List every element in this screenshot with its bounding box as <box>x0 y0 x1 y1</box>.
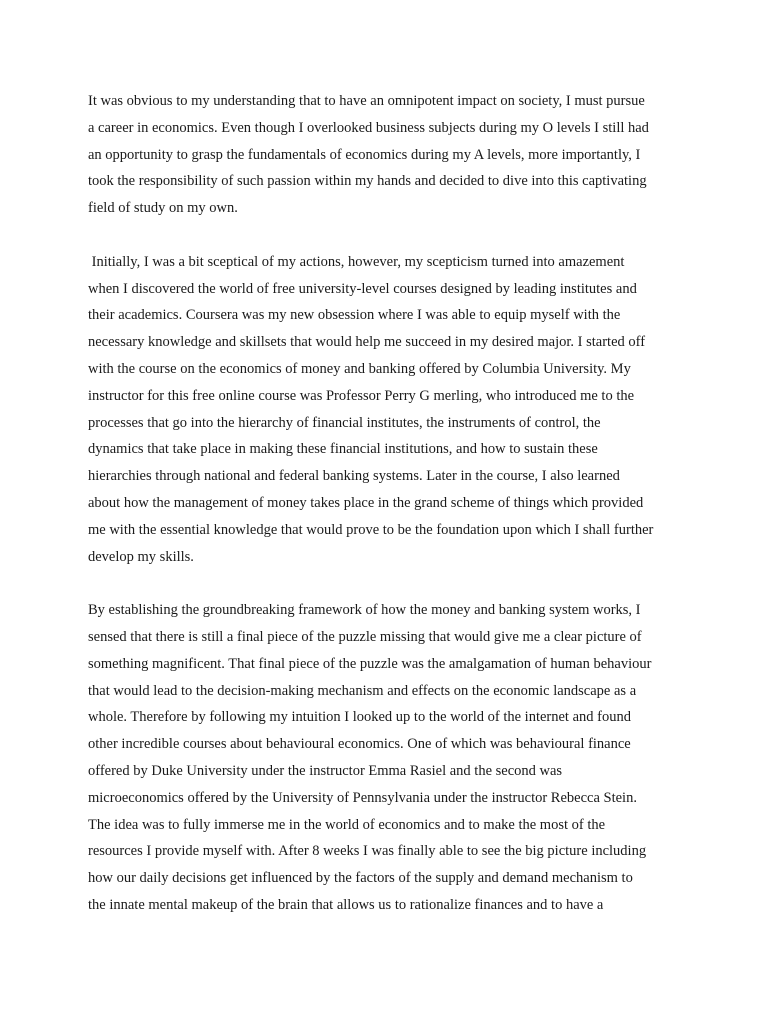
paragraph-3 <box>88 597 696 919</box>
text-line: how our daily decisions get influenced by the factors of the supply and demand mechanism to <box>88 870 633 887</box>
text-line: processes that go into the hierarchy of financial institutes, the instruments of control, the <box>88 414 601 431</box>
text-line: Initially, I was a bit sceptical of my actions, however, my scepticism turned into amazement <box>88 253 625 270</box>
text-line: It was obvious to my understanding that to have an omnipotent impact on society, I must pursue <box>88 93 645 109</box>
document-body <box>88 88 696 919</box>
text-line: other incredible courses about behavioural economics. One of which was behavioural finance <box>88 736 631 753</box>
text-line: their academics. Coursera was my new obsession where I was able to equip myself with the <box>88 307 621 324</box>
text-line: instructor for this free online course was Professor Perry G merling, who introduced me to the <box>88 387 635 404</box>
text-line: hierarchies through national and federal banking systems. Later in the course, I also learned <box>88 468 620 485</box>
text-line: took the responsibility of such passion within my hands and decided to dive into this captivating <box>88 173 647 190</box>
text-line: with the course on the economics of money and banking offered by Columbia University. My <box>88 360 631 377</box>
text-line: the innate mental makeup of the brain that allows us to rationalize finances and to have a <box>88 896 604 913</box>
text-line: resources I provide myself with. After 8 weeks I was finally able to see the big picture including <box>88 843 647 860</box>
text-line: sensed that there is still a final piece of the puzzle missing that would give me a clear picture of <box>88 628 642 645</box>
text-line: dynamics that take place in making these financial institutions, and how to sustain these <box>88 441 598 458</box>
text-line: me with the essential knowledge that would prove to be the foundation upon which I shall further <box>88 521 654 538</box>
text-line: field of study on my own. <box>88 200 238 217</box>
text-line: By establishing the groundbreaking framework of how the money and banking system works, I <box>88 602 641 619</box>
text-line: whole. Therefore by following my intuition I looked up to the world of the internet and found <box>88 709 631 726</box>
text-line: about how the management of money takes place in the grand scheme of things which provided <box>88 494 644 511</box>
text-line: develop my skills. <box>88 548 194 565</box>
text-line: necessary knowledge and skillsets that would help me succeed in my desired major. I started off <box>88 334 646 351</box>
text-line: that would lead to the decision-making mechanism and effects on the economic landscape as a <box>88 682 637 699</box>
text-line: The idea was to fully immerse me in the world of economics and to make the most of the <box>88 816 606 833</box>
text-line: something magnificent. That final piece of the puzzle was the amalgamation of human behaviour <box>88 655 652 672</box>
paragraph-2 <box>88 249 696 571</box>
text-line: a career in economics. Even though I overlooked business subjects during my O levels I still had <box>88 119 649 136</box>
text-line: microeconomics offered by the University of Pennsylvania under the instructor Rebecca Stein. <box>88 789 637 806</box>
text-line: offered by Duke University under the instructor Emma Rasiel and the second was <box>88 762 563 779</box>
paragraph-1 <box>88 88 696 222</box>
text-line: an opportunity to grasp the fundamentals of economics during my A levels, more importantly, I <box>88 146 641 163</box>
text-line: when I discovered the world of free university-level courses designed by leading institutes and <box>88 280 637 297</box>
